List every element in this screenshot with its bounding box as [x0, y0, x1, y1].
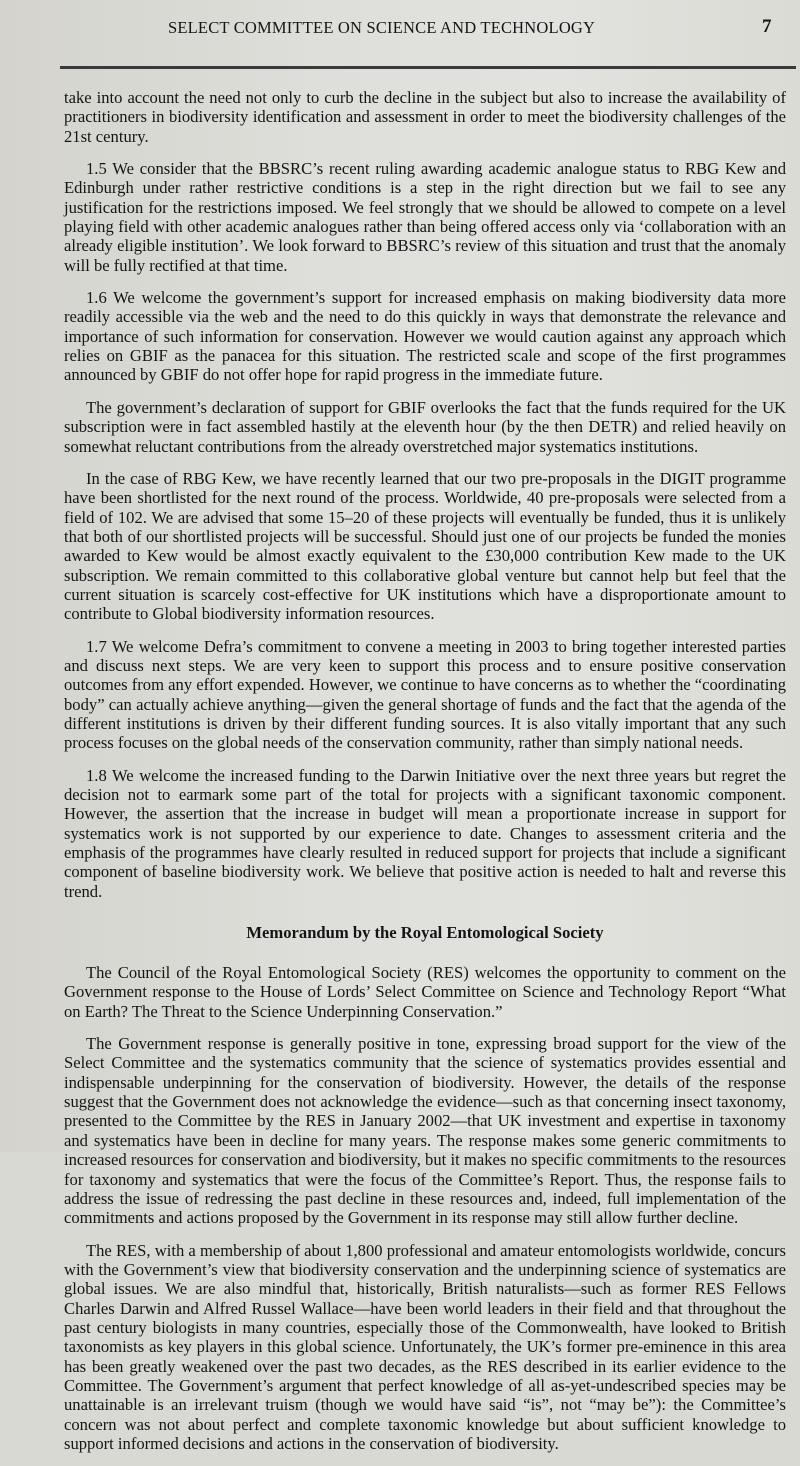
page-number: 7 [762, 16, 772, 37]
paragraph-1-5: 1.5 We consider that the BBSRC’s recent ruling awarding academic analogue status to RBG Kew and Edinburgh under rather restrictive conditions is a step in the right direction but we fail to see any justification for the restrictions imposed. We feel strongly that we should be allowed to compete on a level playing field with other academic analogues rather than being offered access only via ‘collaboration with an already eligible institution’. We look forward to BBSRC’s review of this situation and trust that the anomaly will be fully rectified at that time. [64, 159, 786, 275]
paragraph-res-intro: The Council of the Royal Entomological Society (RES) welcomes the opportunity to comment on the Government response to the House of Lords’ Select Committee on Science and Technology Report “What on Earth? The Threat to the Science Underpinning Conservation.” [64, 963, 786, 1021]
page-header [0, 14, 800, 44]
section-heading: Memorandum by the Royal Entomological Society [246, 923, 604, 943]
paragraph-res-membership: The RES, with a membership of about 1,800 professional and amateur entomologists worldwide, concurs with the Government’s view that biodiversity conservation and the underpinning science of systematics are global issues. We are also mindful that, historically, British naturalists—such as former RES Fellows Charles Darwin and Alfred Russel Wallace—have been world leaders in their field and that throughout the past century biologists in many countries, especially those of the Commonwealth, have looked to British taxonomists as key players in this global science. Unfortunately, the UK’s former pre-eminence in this area has been greatly weakened over the past two decades, as the RES described in its earlier evidence to the Committee. The Government’s argument that perfect knowledge of all as-yet-undescribed species may be unattainable is an irrelevant truism (though we would have said “is”, not “may be”): the Committee’s concern was not about perfect and complete taxonomic knowledge but about sufficient knowledge to support informed decisions and actions in the conservation of biodiversity. [64, 1240, 786, 1453]
paragraph: take into account the need not only to curb the decline in the subject but also to increase the availability of practitioners in biodiversity identification and assessment in order to meet the biodiversity challenges of the 21st century. [64, 88, 786, 146]
paragraph-gbif-declaration: The government’s declaration of support for GBIF overlooks the fact that the funds required for the UK subscription were in fact assembled hastily at the eleventh hour (by the then DETR) and relied heavily on somewhat reluctant contributions from the already overstretched major systematics institutions. [64, 397, 786, 456]
header-rule [60, 66, 796, 69]
paragraph-res-response: The Government response is generally positive in tone, expressing broad support for the view of the Select Committee and the systematics community that the science of systematics provides essential and indispensable underpinning for the conservation of biodiversity. However, the details of the response suggest that the Government does not acknowledge the evidence—such as that concerning insect taxonomy, presented to the Committee by the RES in January 2002—that UK investment and expertise in taxonomy and systematics have been in decline for many years. The response makes some generic commitments to increased resources for conservation and biodiversity, but it makes no specific commitments to the resources for taxonomy and systematics that were the focus of the Committee’s Report. Thus, the response fails to address the issue of redressing the past decline in these resources and, indeed, full implementation of the commitments and actions proposed by the Government in its response may still allow further decline. [64, 1034, 786, 1228]
body-text [64, 88, 786, 1466]
paragraph-1-8: 1.8 We welcome the increased funding to the Darwin Initiative over the next three years but regret the decision not to earmark some part of the total for projects with a significant taxonomic component. However, the assertion that the increase in budget will mean a proportionate increase in support for systematics work is not supported by our experience to date. Changes to assessment criteria and the emphasis of the programmes have clearly resulted in reduced support for projects that include a significant component of baseline biodiversity work. We believe that positive action is needed to halt and reverse this trend. [64, 765, 786, 901]
paragraph-kew-digit: In the case of RBG Kew, we have recently learned that our two pre-proposals in the DIGIT programme have been shortlisted for the next round of the process. Worldwide, 40 pre-proposals were selected from a field of 102. We are advised that some 15–20 of these projects will eventually be funded, thus it is unlikely that both of our shortlisted projects will be successful. Should just one of our projects be funded the monies awarded to Kew would be almost exactly equivalent to the £30,000 contribution Kew made to the UK subscription. We remain committed to this collaborative global venture but cannot help but feel that the current situation is scarcely cost-effective for UK institutions which have a disproportionate amount to contribute to Global biodiversity information resources. [64, 468, 786, 624]
paragraph-1-6: 1.6 We welcome the government’s support for increased emphasis on making biodiversity data more readily accessible via the web and the need to do this quickly in ways that demonstrate the relevance and importance of such information for conservation. However we would caution against any approach which relies on GBIF as the panacea for this situation. The restricted scale and scope of the first programmes announced by GBIF do not offer hope for rapid progress in the immediate future. [64, 288, 786, 385]
running-head: SELECT COMMITTEE ON SCIENCE AND TECHNOLOGY [168, 18, 596, 37]
paragraph-1-7: 1.7 We welcome Defra’s commitment to convene a meeting in 2003 to bring together interested parties and discuss next steps. We are very keen to support this process and to ensure positive conservation outcomes from any effort expended. However, we continue to have concerns as to whether the “coordinating body” can actually achieve anything—given the general shortage of funds and the fact that the agenda of the different institutions is driven by their different funding sources. It is also vitally important that any such process focuses on the global needs of the conservation community, rather than simply national needs. [64, 636, 786, 753]
